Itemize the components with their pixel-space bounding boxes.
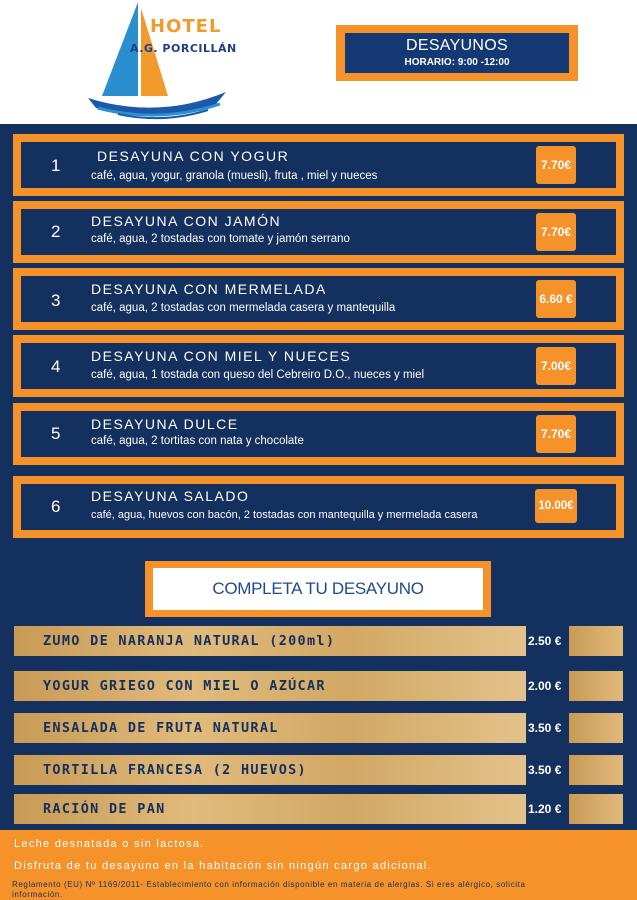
title-box [336, 25, 578, 81]
menu-item-description: café, agua, 2 tortitas con nata y chocolate [91, 435, 304, 447]
menu-item-price: 7.70€ [536, 146, 576, 184]
menu-item-panel [21, 276, 616, 322]
menu-item-4 [13, 335, 624, 397]
extra-item-swatch [569, 794, 623, 824]
extra-item-price: 2.00 € [528, 679, 562, 693]
menu-item-price: 7.70€ [536, 213, 576, 251]
footer [0, 830, 637, 900]
menu-item-price: 7.00€ [536, 347, 576, 385]
menu-item-panel [21, 484, 616, 530]
menu-item-3 [13, 268, 624, 330]
extra-item-price: 2.50 € [528, 634, 562, 648]
extra-item-price: 3.50 € [528, 721, 562, 735]
extra-item [14, 713, 526, 743]
extra-item-name: ZUMO DE NARANJA NATURAL (200ml) [43, 633, 336, 649]
menu-item-description: café, agua, 2 tostadas con mermelada casera y mantequilla [91, 302, 396, 314]
complete-title: COMPLETA TU DESAYUNO [153, 568, 483, 610]
menu-item-panel [21, 142, 616, 188]
extra-item [14, 794, 526, 824]
menu-item-description: café, agua, 1 tostada con queso del Cebreiro D.O., nueces y miel [91, 369, 425, 381]
menu-item-number: 4 [51, 357, 61, 376]
menu-item-price: 6.60 € [536, 280, 576, 318]
extra-item-name: TORTILLA FRANCESA (2 HUEVOS) [43, 762, 307, 778]
menu-item-name: DESAYUNA CON YOGUR [97, 148, 290, 164]
menu-item-description: café, agua, huevos con bacón, 2 tostadas con mantequilla y mermelada casera [91, 509, 478, 521]
extra-item-name: ENSALADA DE FRUTA NATURAL [43, 720, 279, 736]
footer-room-note: Disfruta de tu desayuno en la habitación sin ningún cargo adicional. [14, 860, 433, 872]
extra-item-swatch [569, 671, 623, 701]
extra-item-swatch [569, 626, 623, 656]
extra-item [14, 755, 526, 785]
title-inner [345, 33, 569, 73]
menu-item-panel [21, 343, 616, 389]
page-title: DESAYUNOS [406, 37, 508, 54]
menu-item-panel [21, 209, 616, 255]
menu-item-5 [13, 403, 624, 465]
menu-item-name: DESAYUNA SALADO [91, 488, 250, 504]
footer-milk-note: Leche desnatada o sin lactosa. [14, 838, 205, 850]
menu-item-number: 1 [51, 156, 61, 175]
menu-item-6 [13, 476, 624, 538]
menu-item-number: 2 [51, 222, 61, 241]
menu-item-1 [13, 134, 624, 196]
extra-item [14, 671, 526, 701]
footer-legal-note: Reglamento (EU) Nº 1169/2011- Establecimiento con información disponible en materia de alergias. Si eres alérgico, solicita información. [12, 880, 526, 899]
menu-item-name: DESAYUNA DULCE [91, 416, 239, 432]
menu-item-number: 5 [51, 424, 61, 443]
menu-item-name: DESAYUNA CON JAMÓN [91, 213, 282, 229]
menu-item-number: 6 [51, 497, 61, 516]
menu-item-panel [21, 411, 616, 457]
complete-title-box [145, 561, 491, 617]
extra-item [14, 626, 526, 656]
extra-item-swatch [569, 713, 623, 743]
menu-item-description: café, agua, yogur, granola (muesli), fruta , miel y nueces [91, 170, 378, 182]
logo-hotel-text: HOTEL [150, 16, 222, 37]
menu-item-name: DESAYUNA CON MERMELADA [91, 281, 327, 297]
extra-item-name: YOGUR GRIEGO CON MIEL O AZÚCAR [43, 678, 326, 694]
menu-item-price: 7.70€ [536, 415, 576, 453]
extra-item-price: 3.50 € [528, 763, 562, 777]
extra-item-name: RACIÓN DE PAN [43, 801, 166, 817]
logo-name-text: A.G. PORCILLÁN [130, 42, 237, 55]
menu-item-name: DESAYUNA CON MIEL Y NUECES [91, 348, 352, 364]
hours-label: HORARIO: 9:00 -12:00 [404, 57, 510, 68]
menu-item-number: 3 [51, 291, 61, 310]
extra-item-swatch [569, 755, 623, 785]
extra-item-price: 1.20 € [528, 802, 562, 816]
menu-item-2 [13, 201, 624, 263]
menu-item-description: café, agua, 2 tostadas con tomate y jamón serrano [91, 233, 350, 245]
menu-item-price: 10.00€ [535, 489, 577, 523]
